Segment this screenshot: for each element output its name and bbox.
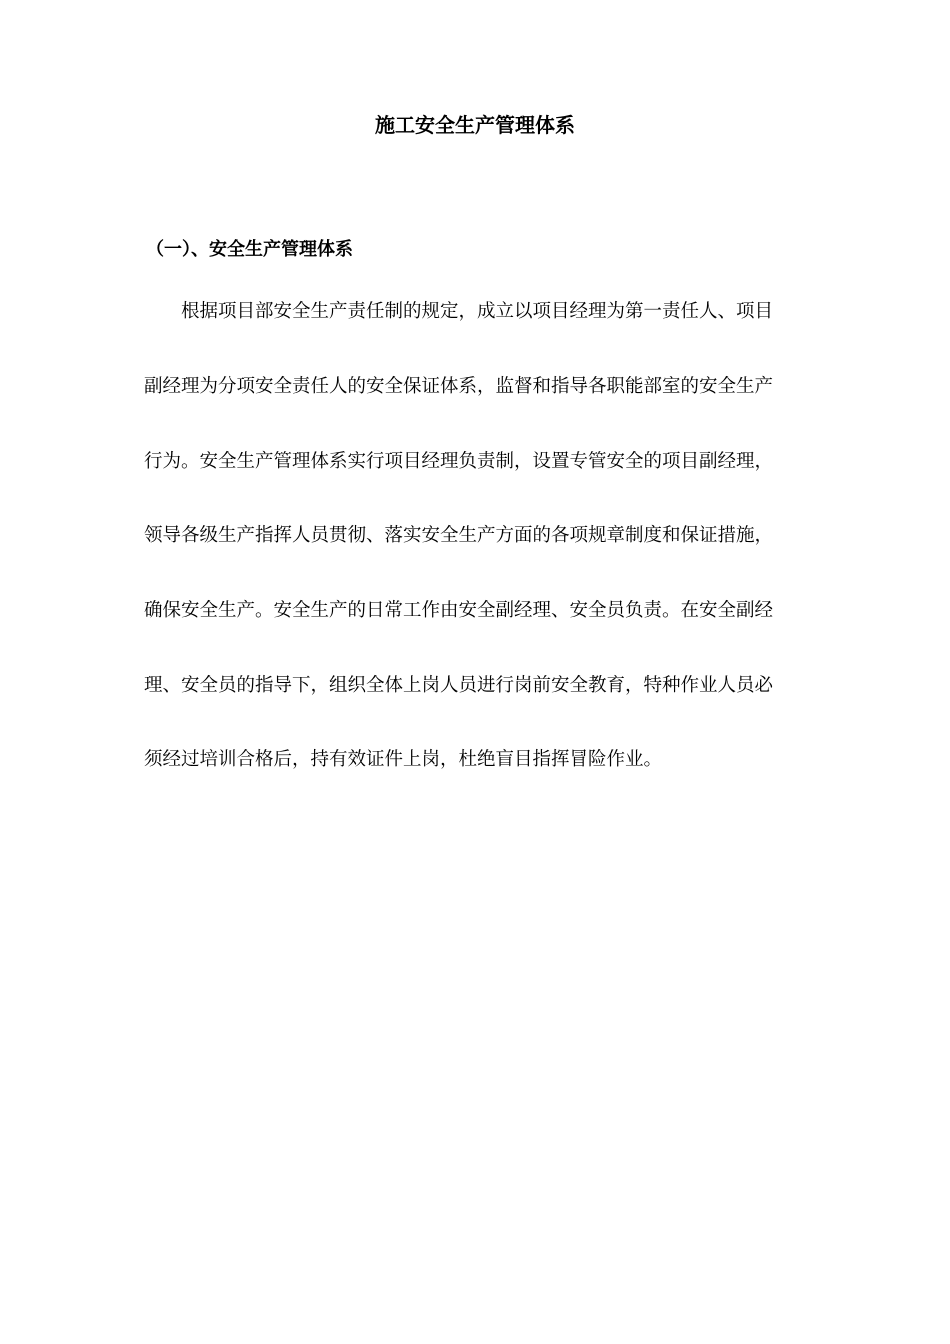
- paragraph-line: 副经理为分项安全责任人的安全保证体系，监督和指导各职能部室的安全生产: [144, 376, 774, 397]
- paragraph-line: 确保安全生产。安全生产的日常工作由安全副经理、安全员负责。在安全副经: [144, 600, 774, 621]
- paragraph-line: 领导各级生产指挥人员贯彻、落实安全生产方面的各项规章制度和保证措施，: [144, 525, 774, 546]
- document-title: 施工安全生产管理体系: [375, 113, 575, 137]
- section-heading: （一）、安全生产管理体系: [146, 239, 353, 260]
- paragraph-line: 理、安全员的指导下，组织全体上岗人员进行岗前安全教育，特种作业人员必: [144, 675, 774, 696]
- paragraph-line: 根据项目部安全生产责任制的规定，成立以项目经理为第一责任人、项目: [181, 301, 774, 322]
- paragraph-line: 须经过培训合格后，持有效证件上岗，杜绝盲目指挥冒险作业。: [144, 749, 663, 770]
- paragraph-line: 行为。安全生产管理体系实行项目经理负责制，设置专管安全的项目副经理，: [144, 451, 774, 472]
